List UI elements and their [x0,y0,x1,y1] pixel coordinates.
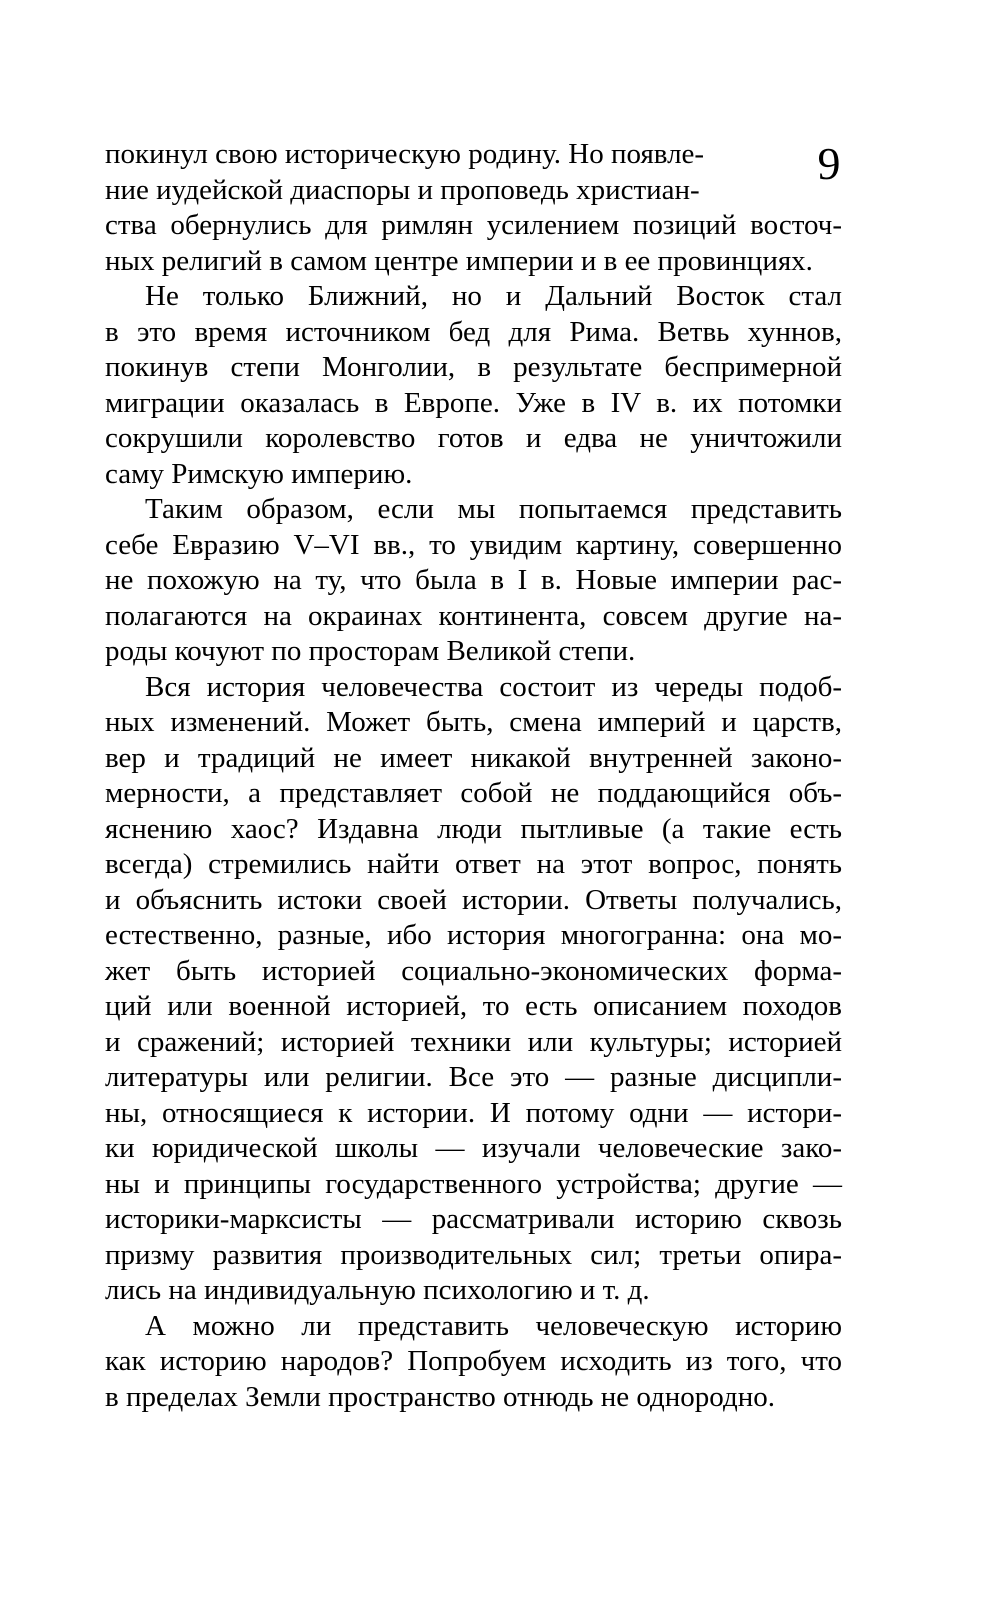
text-line: покинув степи Монголии, в результате беспримерной [105,351,842,383]
text-line: Таким образом, если мы попытаемся представить [145,493,842,525]
text-line: как историю народов? Попробуем исходить из того, что [105,1345,842,1377]
text-line: ние иудейской диаспоры и проповедь христиан- [105,173,700,206]
text-line: лись на индивидуальную психологию и т. д. [105,1274,650,1306]
text-line: покинул свою историческую родину. Но появле- [105,138,705,170]
text-line: ных изменений. Может быть, смена империй и царств, [105,706,842,738]
text-line: и сражений; историей техники или культуры; историей [105,1025,842,1058]
text-line: Не только Ближний, но и Дальний Восток стал [145,280,842,312]
text-line: призму развития производительных сил; третьи опира- [105,1238,842,1271]
text-line: ны и принципы государственного устройства; другие — [105,1167,842,1200]
text-line: литературы или религии. Все это — разные дисципли- [105,1061,842,1093]
text-line: всегда) стремились найти ответ на этот вопрос, понять [105,848,842,880]
text-line: полагаются на окраинах континента, совсем другие на- [105,599,842,632]
text-line: Вся история человечества состоит из череды подоб- [145,670,842,703]
text-line: яснению хаос? Издавна люди пытливые (а такие есть [105,812,842,845]
text-line: в пределах Земли пространство отнюдь не однородно. [105,1380,775,1413]
paragraph [105,279,842,492]
text-line: ны, относящиеся к истории. И потому одни — истори- [105,1096,842,1129]
text-line: роды кочуют по просторам Великой степи. [105,635,636,667]
text-line: ки юридической школы — изучали человеческие зако- [105,1132,842,1164]
paragraph [105,670,842,1309]
text-line: сокрушили королевство готов и едва не уничтожили [105,422,842,454]
text-line: жет быть историей социально-экономических форма- [105,954,842,987]
text-line: историки-марксисты — рассматривали историю сквозь [105,1203,842,1235]
page-number: 9 [817,138,841,189]
text-line: себе Евразию V–VI вв., то увидим картину, совершенно [105,528,842,561]
paragraph [105,137,842,279]
text-line: не похожую на ту, что была в I в. Новые империи рас- [105,564,842,596]
text-line: вер и традиций не имеет никакой внутренней законо- [105,741,842,774]
text-line: естественно, разные, ибо история многогранна: она мо- [105,919,842,951]
text-line: саму Римскую империю. [105,457,413,490]
text-line: ций или военной историей, то есть описанием походов [105,990,842,1022]
text-line: и объяснить истоки своей истории. Ответы получались, [105,883,842,916]
text-line: в это время источником бед для Рима. Ветвь хуннов, [105,315,842,348]
text-line: мерности, а представляет собой не поддающийся объ- [105,777,842,809]
text-line: миграции оказалась в Европе. Уже в IV в. их потомки [105,386,842,419]
text-line: А можно ли представить человеческую историю [145,1309,842,1342]
text-line: ства обернулись для римлян усилением позиций восточ- [105,209,842,241]
text-line: ных религий в самом центре империи и в ее провинциях. [105,244,813,277]
text-column [105,137,842,1415]
paragraph [105,492,842,670]
paragraph [105,1309,842,1416]
